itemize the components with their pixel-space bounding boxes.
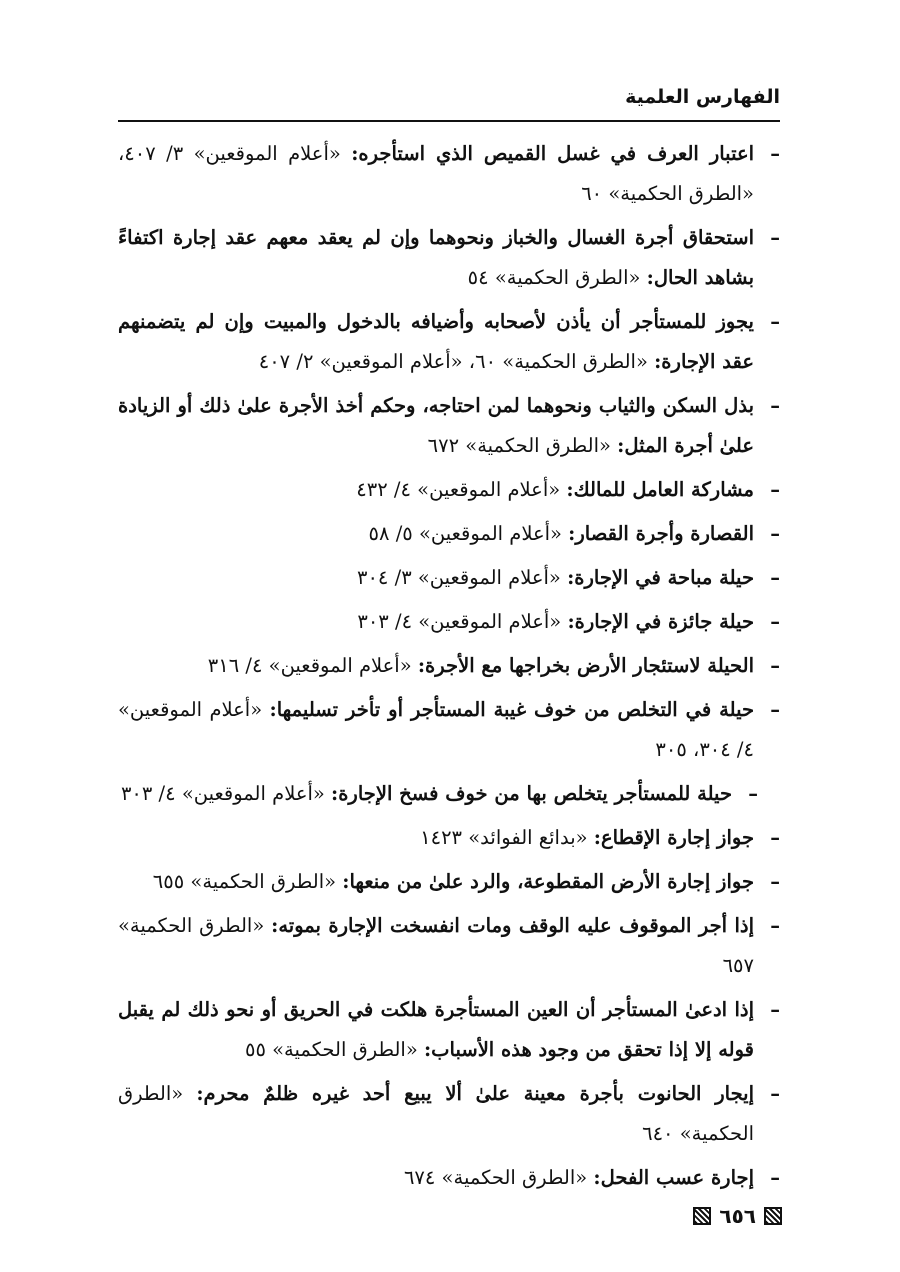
- ornament-icon: [764, 1207, 782, 1225]
- index-entries: [118, 134, 780, 1202]
- entry-topic: يجوز للمستأجر أن يأذن لأصحابه وأضيافه بالدخول والمبيت وإن لم يتضمنهم عقد الإجارة:: [118, 310, 754, 373]
- dash-bullet-icon: –: [770, 826, 780, 849]
- index-entry: [118, 218, 780, 298]
- entry-reference: «الطرق الحكمية» ٦٧٢: [427, 434, 611, 457]
- dash-bullet-icon: –: [770, 914, 780, 937]
- entry-reference: «أعلام الموقعين» ٤/ ٣٠٤، ٣٠٥: [118, 698, 754, 761]
- dash-bullet-icon: –: [770, 394, 780, 417]
- index-entry: [118, 818, 780, 858]
- entry-topic: جواز إجارة الإقطاع:: [593, 826, 754, 849]
- entry-reference: «الطرق الحكمية» ٥٤: [467, 266, 641, 289]
- header-title: الفهارس العلمية: [625, 86, 780, 108]
- entry-topic: إذا أجر الموقوف عليه الوقف ومات انفسخت الإجارة بموته:: [271, 914, 754, 937]
- entry-reference: «الطرق الحكمية» ٦٥٧: [118, 914, 754, 977]
- dash-bullet-icon: –: [770, 478, 780, 501]
- dash-bullet-icon: –: [770, 610, 780, 633]
- ornament-icon: [693, 1207, 711, 1225]
- index-entry: [118, 646, 780, 686]
- dash-bullet-icon: –: [770, 310, 780, 333]
- entry-reference: «بدائع الفوائد» ١٤٢٣: [420, 826, 588, 849]
- dash-bullet-icon: –: [770, 566, 780, 589]
- index-entry: [118, 862, 780, 902]
- entry-reference: «أعلام الموقعين» ٤/ ٣٠٣: [120, 782, 325, 805]
- entry-topic: الحيلة لاستئجار الأرض بخراجها مع الأجرة:: [417, 654, 754, 677]
- index-entry: [118, 602, 780, 642]
- entry-reference: «أعلام الموقعين» ٤/ ٣٠٣: [357, 610, 562, 633]
- entry-topic: بذل السكن والثياب ونحوهما لمن احتاجه، وحكم أخذ الأجرة علىٰ ذلك أو الزيادة علىٰ أجرة المثل:: [118, 394, 754, 457]
- dash-bullet-icon: –: [770, 522, 780, 545]
- entry-reference: «الطرق الحكمية» ٦٥٥: [152, 870, 337, 893]
- index-entry: [118, 302, 780, 382]
- index-entry: [118, 1158, 780, 1198]
- index-entry: [118, 690, 780, 770]
- entry-reference: «الطرق الحكمية» ٦٧٤: [403, 1166, 588, 1189]
- dash-bullet-icon: –: [770, 1166, 780, 1189]
- entry-topic: القصارة وأجرة القصار:: [568, 522, 754, 545]
- entry-reference: «الطرق الحكمية» ٦٠، «أعلام الموقعين» ٢/ ٤٠٧: [258, 350, 648, 373]
- index-entry: [118, 514, 780, 554]
- entry-topic: إذا ادعىٰ المستأجر أن العين المستأجرة هلكت في الحريق أو نحو ذلك لم يقبل قوله إلا إذا تحقق من وجود هذه الأسباب:: [118, 998, 754, 1061]
- index-entry: [118, 906, 780, 986]
- entry-reference: «أعلام الموقعين» ٥/ ٥٨: [368, 522, 562, 545]
- index-entry: [118, 386, 780, 466]
- entry-reference: «أعلام الموقعين» ٤/ ٣١٦: [207, 654, 412, 677]
- index-entry: [118, 1074, 780, 1154]
- index-entry: [118, 470, 780, 510]
- page-number: ٦٥٦: [719, 1204, 756, 1228]
- dash-bullet-icon: –: [748, 782, 758, 805]
- index-entry: [118, 134, 780, 214]
- entry-reference: «الطرق الحكمية» ٥٥: [244, 1038, 418, 1061]
- entry-topic: اعتبار العرف في غسل القميص الذي استأجره:: [351, 142, 755, 165]
- index-entry: [118, 558, 780, 598]
- dash-bullet-icon: –: [770, 1082, 780, 1105]
- entry-topic: جواز إجارة الأرض المقطوعة، والرد علىٰ من منعها:: [342, 870, 754, 893]
- dash-bullet-icon: –: [770, 226, 780, 249]
- entry-topic: استحقاق أجرة الغسال والخباز ونحوهما وإن لم يعقد معهم عقد إجارة اكتفاءً بشاهد الحال:: [118, 226, 754, 289]
- entry-topic: حيلة مباحة في الإجارة:: [567, 566, 754, 589]
- entry-topic: حيلة جائزة في الإجارة:: [567, 610, 754, 633]
- dash-bullet-icon: –: [770, 142, 780, 165]
- running-header: [118, 82, 780, 122]
- dash-bullet-icon: –: [770, 998, 780, 1021]
- dash-bullet-icon: –: [770, 654, 780, 677]
- entry-topic: حيلة للمستأجر يتخلص بها من خوف فسخ الإجارة:: [331, 782, 732, 805]
- index-entry: [118, 774, 780, 814]
- page-footer: [693, 1198, 782, 1234]
- index-entry: [118, 990, 780, 1070]
- entry-reference: «الطرق الحكمية» ٦٤٠: [118, 1082, 754, 1145]
- entry-reference: «أعلام الموقعين» ٣/ ٣٠٤: [356, 566, 561, 589]
- entry-topic: إيجار الحانوت بأجرة معينة علىٰ ألا يبيع أحد غيره ظلمٌ محرم:: [196, 1082, 754, 1105]
- entry-topic: حيلة في التخلص من خوف غيبة المستأجر أو تأخر تسليمها:: [269, 698, 755, 721]
- dash-bullet-icon: –: [770, 698, 780, 721]
- entry-reference: «أعلام الموقعين» ٣/ ٤٠٧، «الطرق الحكمية» ٦٠: [118, 142, 754, 205]
- entry-topic: إجارة عسب الفحل:: [593, 1166, 754, 1189]
- entry-reference: «أعلام الموقعين» ٤/ ٤٣٢: [356, 478, 561, 501]
- entry-topic: مشاركة العامل للمالك:: [566, 478, 754, 501]
- dash-bullet-icon: –: [770, 870, 780, 893]
